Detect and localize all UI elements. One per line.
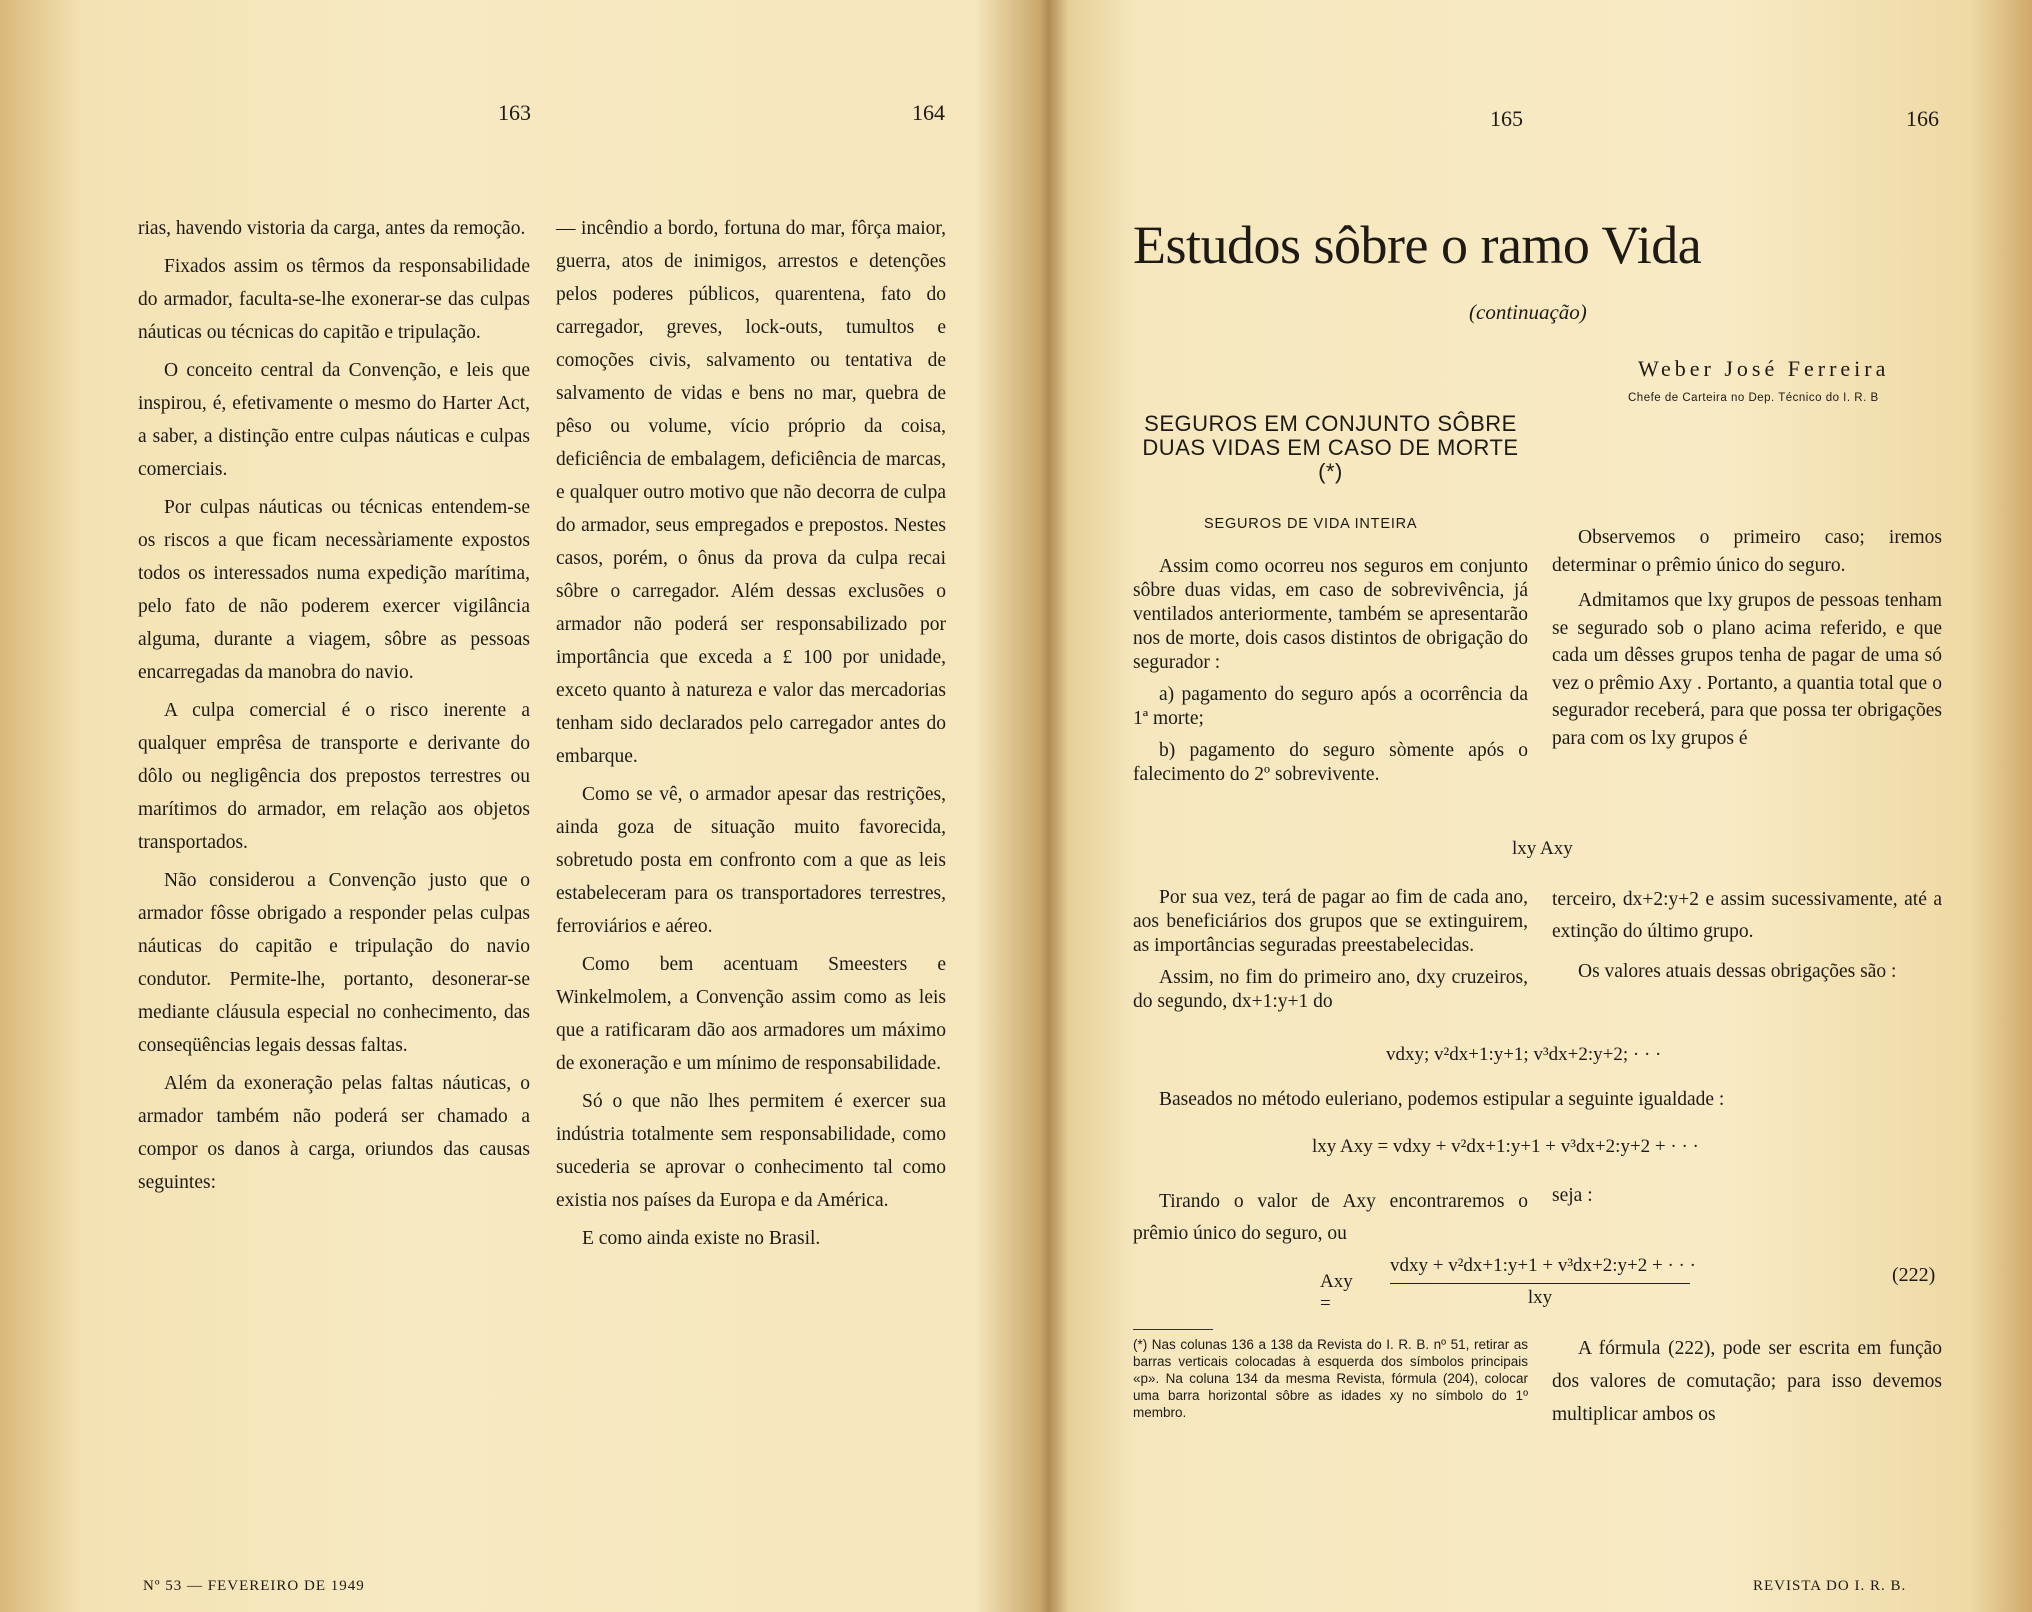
paragraph: Baseados no método euleriano, podemos estipular a seguinte igualdade : (1159, 1089, 1725, 1110)
subsection-heading: SEGUROS DE VIDA INTEIRA (1204, 516, 1418, 532)
author-name: Weber José Ferreira (1638, 356, 1890, 381)
formula-222-lhs: Axy = (1320, 1271, 1353, 1314)
article-left-block-3 (1133, 1186, 1528, 1258)
paragraph: Assim, no fim do primeiro ano, dxy cruzeiros, do segundo, dx+1:y+1 do (1133, 967, 1528, 1012)
page-number-166: 166 (1906, 106, 1939, 131)
paragraph: Assim como ocorreu nos seguros em conjunto sôbre duas vidas, em caso de sobrevivência, já ventilados anteriormente, também se apresentarão nos de morte, dois casos distintos de obrigação do segurador : (1133, 556, 1528, 673)
formula-222-denominator: lxy (1527, 1287, 1553, 1308)
article-right-block-3 (1552, 1184, 1942, 1216)
paragraph: Os valores atuais dessas obrigações são : (1578, 961, 1897, 982)
page-number-164: 164 (912, 100, 945, 125)
paragraph: Só o que não lhes permitem é exercer sua indústria totalmente sem responsabilidade, como sucederia se aprovar o conhecimento tal como existia nos países da Europa e da América. (556, 1091, 946, 1211)
article-right-block-2 (1552, 884, 1942, 996)
column-163 (138, 212, 530, 1204)
paragraph: Além da exoneração pelas faltas náuticas, o armador também não poderá ser chamado a compor os danos à carga, oriundos das causas seguintes: (138, 1073, 530, 1193)
page-number-163: 163 (498, 100, 531, 125)
paragraph: Observemos o primeiro caso; iremos determinar o prêmio único do seguro. (1552, 527, 1942, 576)
formula-equality: lxy Axy = vdxy + v²dx+1:y+1 + v³dx+2:y+2 + · · · (1312, 1136, 1699, 1157)
paragraph: E como ainda existe no Brasil. (582, 1228, 821, 1249)
formula-lxy-axy: lxy Axy (1512, 838, 1573, 859)
paragraph: Não considerou a Convenção justo que o armador fôsse obrigado a responder pelas culpas náuticas do capitão e tripulação do navio condutor. Permite-lhe, portanto, desonerar-se mediante cláusula especial no conhecimento, das conseqüências legais dessas faltas. (138, 870, 530, 1056)
section-heading: SEGUROS EM CONJUNTO SÔBRE DUAS VIDAS EM CASO DE MORTE (*) (1142, 411, 1519, 484)
article-title: Estudos sôbre o ramo Vida (1133, 215, 1702, 275)
paragraph: Tirando o valor de Axy encontraremos o prêmio único do seguro, ou (1133, 1191, 1528, 1244)
paragraph: Admitamos que lxy grupos de pessoas tenham se segurado sob o plano acima referido, e que cada um dêsses grupos tenha de pagar de uma só vez o prêmio Axy . Portanto, a quantia total que o segurador receberá, para que possa ter obrigações para com os lxy grupos é (1552, 590, 1942, 749)
article-left-block-1 (1133, 555, 1528, 795)
paragraph: a) pagamento do seguro após a ocorrência da 1ª morte; (1133, 684, 1528, 729)
article-left-block-2 (1133, 886, 1528, 1022)
paragraph: b) pagamento do seguro sòmente após o falecimento do 2º sobrevivente. (1133, 740, 1528, 785)
paragraph: terceiro, dx+2:y+2 e assim sucessivamente, até a extinção do último grupo. (1552, 889, 1942, 942)
paragraph: Como bem acentuam Smeesters e Winkelmolem, a Convenção assim como as leis que a ratificaram dão aos armadores um máximo de exoneração e um mínimo de responsabilidade. (556, 954, 946, 1074)
paragraph: O conceito central da Convenção, e leis que inspirou, é, efetivamente o mesmo do Harter Act, a saber, a distinção entre culpas náuticas e culpas comerciais. (138, 360, 530, 480)
footer-journal: REVISTA DO I. R. B. (1753, 1578, 1907, 1594)
paragraph: A culpa comercial é o risco inerente a qualquer emprêsa de transporte e derivante do dôlo ou negligência dos prepostos terrestres ou marítimos do armador, em relação aos objetos transportados. (138, 700, 530, 853)
footnote: (*) Nas colunas 136 a 138 da Revista do I. R. B. nº 51, retirar as barras verticais colocadas à esquerda dos símbolos principais «p». Na coluna 134 da mesma Revista, fórmula (204), colocar uma barra horizontal sôbre as idades xy no símbolo do 1º membro. (1133, 1337, 1528, 1420)
column-164 (556, 212, 946, 1260)
fraction-bar (1390, 1283, 1690, 1284)
paragraph: rias, havendo vistoria da carga, antes da remoção. (138, 218, 526, 239)
continuation-label: (continuação) (1469, 300, 1587, 324)
footnote-rule (1133, 1329, 1213, 1330)
equation-number: (222) (1892, 1264, 1936, 1286)
page-number-165: 165 (1490, 106, 1523, 131)
article-euler-paragraph (1133, 1088, 1943, 1120)
formula-present-values: vdxy; v²dx+1:y+1; v³dx+2:y+2; · · · (1386, 1044, 1662, 1065)
article-right-block-1 (1552, 524, 1942, 760)
paragraph: — incêndio a bordo, fortuna do mar, fôrça maior, guerra, atos de inimigos, arrestos e detenções pelos poderes públicos, quarentena, fato do carregador, greves, lock-outs, tumultos e comoções civis, salvamento ou tentativa de salvamento de vidas e bens no mar, quebra de pêso ou volume, vício próprio da coisa, deficiência de embalagem, deficiência de marcas, e qualquer outro motivo que não decorra de culpa do armador, seus empregados e prepostos. Nestes casos, porém, o ônus da prova da culpa recai sôbre o carregador. Além dessas exclusões o armador não poderá ser responsabilizado por importância que exceda a £ 100 por unidade, exceto quanto à natureza e valor das mercadorias tenham sido declarados pelo carregador antes do embarque. (556, 218, 946, 767)
paragraph: seja : (1552, 1185, 1593, 1206)
paragraph: Como se vê, o armador apesar das restrições, ainda goza de situação muito favorecida, sobretudo posta em confronto com a que as leis estabeleceram para os transportadores terrestres, ferroviários e aéreo. (556, 784, 946, 937)
author-affiliation: Chefe de Carteira no Dep. Técnico do I. R. B (1628, 392, 1879, 404)
formula-222-numerator: vdxy + v²dx+1:y+1 + v³dx+2:y+2 + · · · (1390, 1255, 1696, 1276)
footer-issue: Nº 53 — FEVEREIRO DE 1949 (143, 1578, 365, 1594)
paragraph: Fixados assim os têrmos da responsabilidade do armador, faculta-se-lhe exonerar-se das culpas náuticas ou técnicas do capitão e tripulação. (138, 256, 530, 343)
paragraph: Por culpas náuticas ou técnicas entendem-se os riscos a que ficam necessàriamente expostos todos os interessados numa expedição marítima, pelo fato de não poderem exercer vigilância alguma, durante a viagem, sôbre as pessoas encarregadas da manobra do navio. (138, 497, 530, 683)
article-right-block-4 (1552, 1332, 1942, 1439)
paragraph: Por sua vez, terá de pagar ao fim de cada ano, aos beneficiários dos grupos que se extinguirem, as importâncias seguradas preestabelecidas. (1133, 887, 1528, 956)
paragraph: A fórmula (222), pode ser escrita em função dos valores de comutação; para isso devemos multiplicar ambos os (1552, 1338, 1942, 1425)
